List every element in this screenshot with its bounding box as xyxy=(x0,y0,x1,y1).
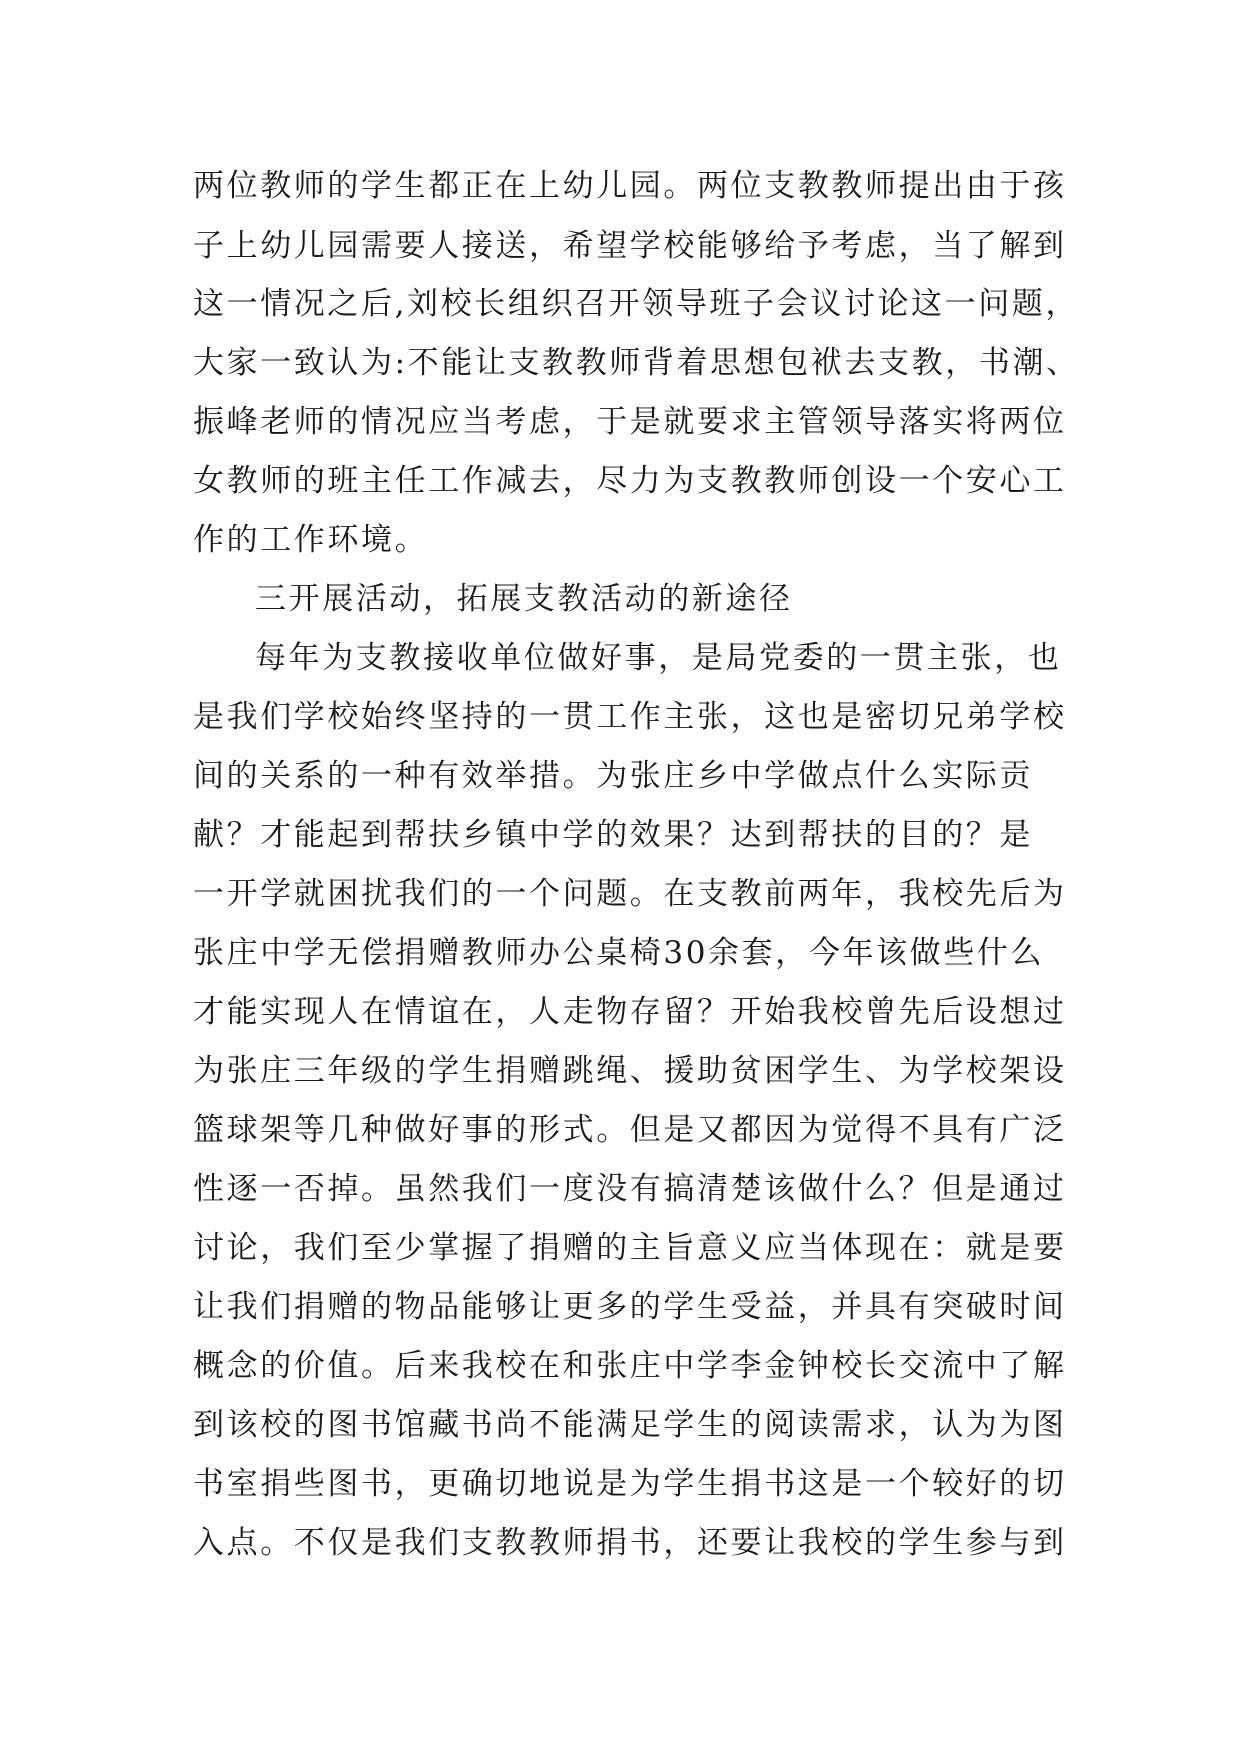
section-heading: 三开展活动，拓展支教活动的新途径 xyxy=(255,581,793,617)
text-line: 张庄中学无偿捐赠教师办公桌椅30余套，今年该做些什么 xyxy=(193,935,1045,971)
text-line: 让我们捐赠的物品能够让更多的学生受益，并具有突破时间 xyxy=(193,1289,1067,1325)
paragraph-first-line: 每年为支教接收单位做好事，是局党委的一贯主张，也 xyxy=(255,640,1062,676)
text-line: 大家一致认为:不能让支教教师背着思想包袱去支教，书潮、 xyxy=(193,345,1080,381)
text-line: 一开学就困扰我们的一个问题。在支教前两年，我校先后为 xyxy=(193,876,1067,912)
text-line: 献？才能起到帮扶乡镇中学的效果？达到帮扶的目的？是 xyxy=(193,817,1033,853)
text-line: 振峰老师的情况应当考虑，于是就要求主管领导落实将两位 xyxy=(193,404,1067,440)
text-line: 这一情况之后,刘校长组织召开领导班子会议讨论这一问题， xyxy=(193,286,1080,322)
text-line: 篮球架等几种做好事的形式。但是又都因为觉得不具有广泛 xyxy=(193,1112,1067,1148)
text-line: 间的关系的一种有效举措。为张庄乡中学做点什么实际贡 xyxy=(193,758,1033,794)
text-line: 为张庄三年级的学生捐赠跳绳、援助贫困学生、为学校架设 xyxy=(193,1053,1067,1089)
text-line: 入点。不仅是我们支教教师捐书，还要让我校的学生参与到 xyxy=(193,1525,1067,1561)
text-line: 概念的价值。后来我校在和张庄中学李金钟校长交流中了解 xyxy=(193,1348,1067,1384)
text-line: 才能实现人在情谊在，人走物存留？开始我校曾先后设想过 xyxy=(193,994,1067,1030)
text-line: 书室捐些图书，更确切地说是为学生捐书这是一个较好的切 xyxy=(193,1466,1067,1502)
text-line: 讨论，我们至少掌握了捐赠的主旨意义应当体现在：就是要 xyxy=(193,1230,1067,1266)
text-line: 女教师的班主任工作减去，尽力为支教教师创设一个安心工 xyxy=(193,463,1067,499)
text-line: 性逐一否掉。虽然我们一度没有搞清楚该做什么？但是通过 xyxy=(193,1171,1067,1207)
text-line: 是我们学校始终坚持的一贯工作主张，这也是密切兄弟学校 xyxy=(193,699,1067,735)
text-line: 作的工作环境。 xyxy=(193,522,429,558)
text-line: 两位教师的学生都正在上幼儿园。两位支教教师提出由于孩 xyxy=(193,168,1067,204)
text-line: 到该校的图书馆藏书尚不能满足学生的阅读需求，认为为图 xyxy=(193,1407,1067,1443)
text-line: 子上幼儿园需要人接送，希望学校能够给予考虑，当了解到 xyxy=(193,228,1067,264)
